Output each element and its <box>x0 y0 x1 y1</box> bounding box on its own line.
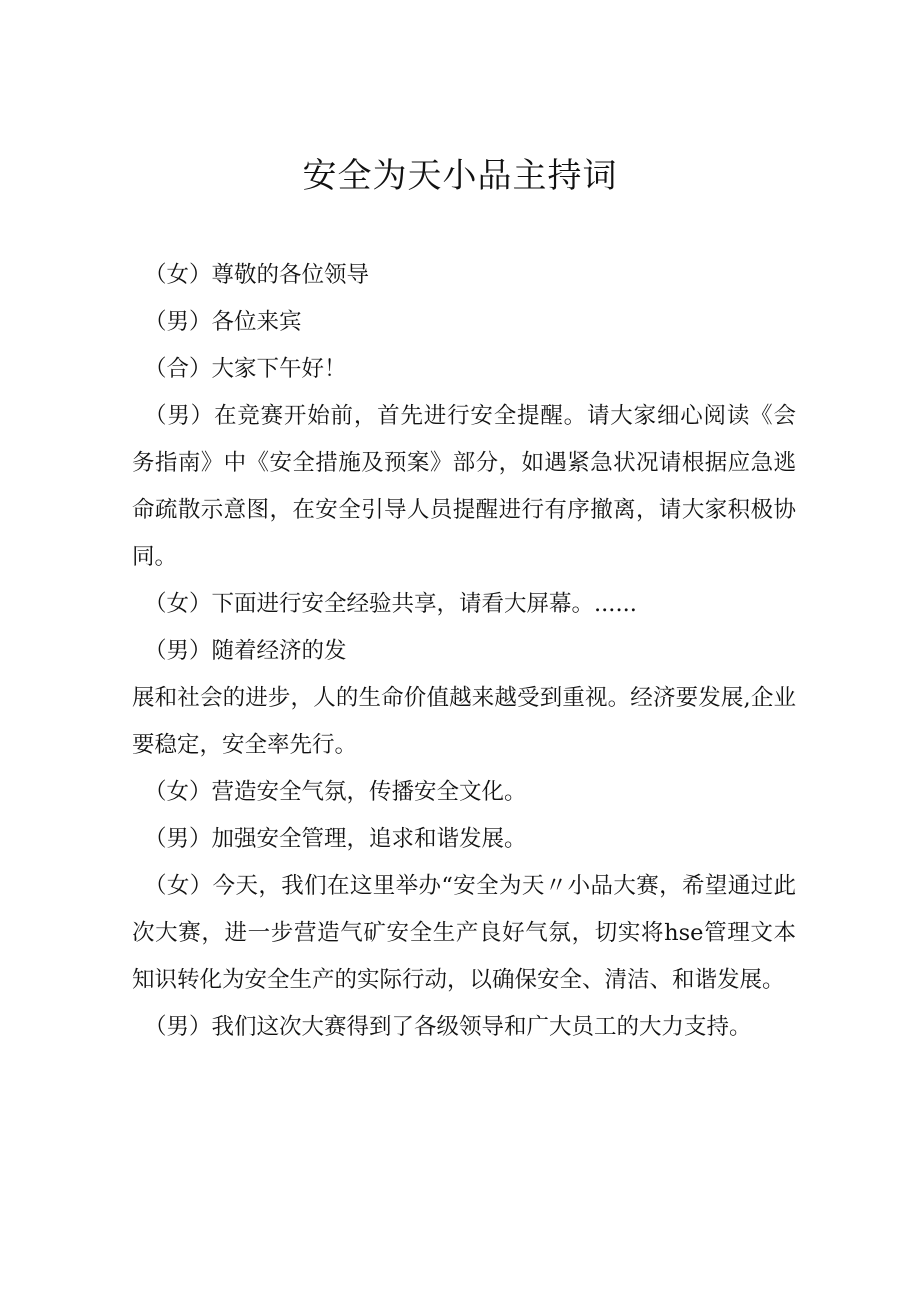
paragraph: （男）加强安全管理，追求和谐发展。 <box>144 826 527 852</box>
paragraph: （男）我们这次大赛得到了各级领导和广大员工的大力支持。 <box>144 1014 752 1040</box>
paragraph: （女）今天，我们在这里举办“安全为天〃小品大赛，希望通过此次大赛，进一步营造气矿安全生产良好气氛，切实将hse管理文本知识转化为安全生产的实际行动，以确保安全、清洁、和谐发展。 <box>132 873 796 993</box>
paragraph: 展和社会的进步，人的生命价值越来越受到重视。经济要发展,企业要稳定，安全率先行。 <box>132 685 796 758</box>
document-body <box>132 252 796 1051</box>
paragraph: （合）大家下午好！ <box>144 356 347 382</box>
document-title: 安全为天小品主持词 <box>302 156 618 196</box>
paragraph: （女）营造安全气氛，传播安全文化。 <box>144 779 527 805</box>
paragraph: （男）在竞赛开始前，首先进行安全提醒。请大家细心阅读《会务指南》中《安全措施及预案》部分，如遇紧急状况请根据应急逃命疏散示意图，在安全引导人员提醒进行有序撤离，请大家积极协同。 <box>132 403 796 570</box>
paragraph: （男）随着经济的发 <box>144 638 347 664</box>
paragraph: （女）尊敬的各位领导 <box>144 262 370 288</box>
paragraph: （女）下面进行安全经验共享，请看大屏幕。...... <box>144 591 637 617</box>
paragraph: （男）各位来宾 <box>144 309 302 335</box>
